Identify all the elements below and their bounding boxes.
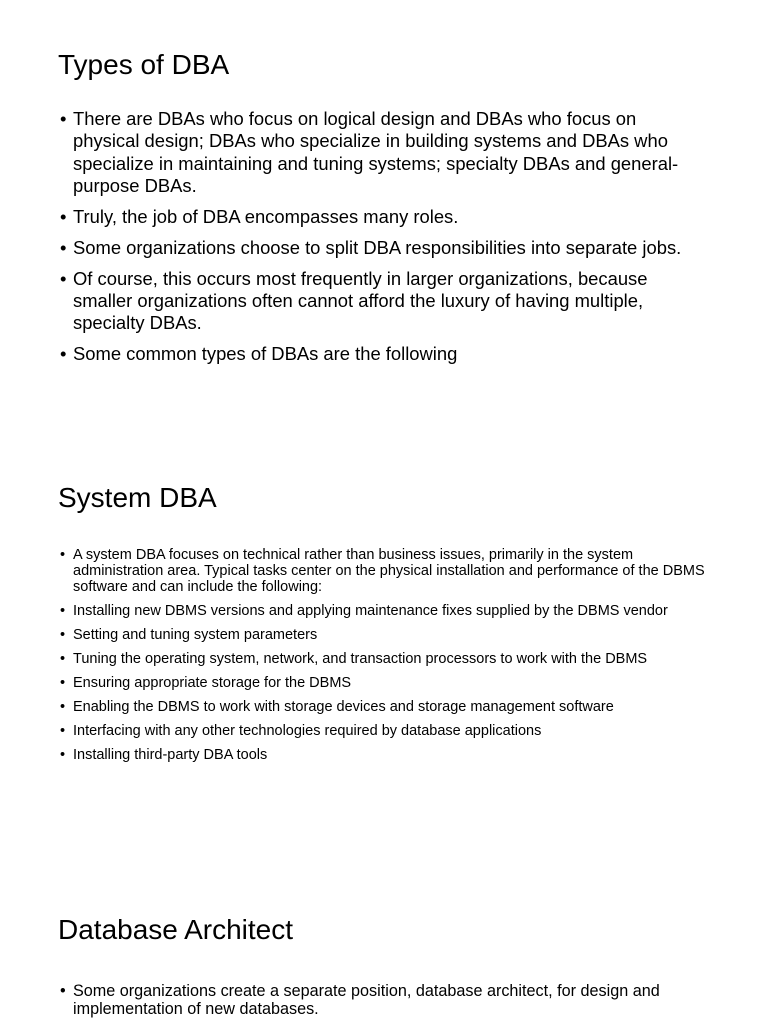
bullet-item [60, 748, 706, 764]
bullet-icon: • [60, 206, 67, 228]
bullet-text: Ensuring appropriate storage for the DBMS [73, 674, 352, 691]
bullet-text: Some common types of DBAs are the following [73, 343, 458, 365]
bullet-icon: • [60, 602, 66, 619]
bullet-item [60, 548, 706, 596]
bullet-text: Installing third-party DBA tools [73, 746, 268, 763]
bullet-text: A system DBA focuses on technical rather than business issues, primarily in the system administration area. Typical tasks center on the physical installation and performance of the DBMS software and can include the following: [73, 547, 705, 595]
bullet-item [60, 628, 706, 644]
slide-title: Database Architect [58, 914, 294, 945]
bullet-item [60, 982, 706, 1019]
bullet-list [60, 982, 706, 1025]
bullet-item [60, 268, 706, 335]
bullet-item [60, 206, 706, 228]
bullet-icon: • [60, 982, 66, 1000]
bullet-icon: • [60, 722, 66, 739]
bullet-text: Some organizations create a separate position, database architect, for design and implementation of new databases. [73, 982, 660, 1019]
bullet-icon: • [60, 267, 67, 289]
bullet-icon: • [60, 626, 66, 643]
bullet-icon: • [60, 746, 66, 763]
slide-title: Types of DBA [58, 49, 230, 80]
bullet-text: Tuning the operating system, network, and transaction processors to work with the DBMS [73, 650, 648, 667]
bullet-text: Setting and tuning system parameters [73, 626, 318, 643]
bullet-icon: • [60, 547, 66, 563]
bullet-item [60, 724, 706, 740]
bullet-icon: • [60, 650, 66, 667]
bullet-text: Some organizations choose to split DBA responsibilities into separate jobs. [73, 236, 682, 258]
bullet-text: There are DBAs who focus on logical design and DBAs who focus on physical design; DBAs who specialize in building systems and DBAs who specialize in maintaining and tuning systems; specialty DBAs and general-purpose DBAs. [73, 108, 679, 197]
bullet-text: Of course, this occurs most frequently in larger organizations, because smaller organizations often cannot afford the luxury of having multiple, specialty DBAs. [73, 267, 648, 334]
bullet-item [60, 700, 706, 716]
bullet-text: Truly, the job of DBA encompasses many roles. [73, 206, 459, 228]
bullet-item [60, 108, 706, 198]
bullet-item [60, 652, 706, 668]
bullet-list [60, 548, 706, 772]
bullet-icon: • [60, 698, 66, 715]
bullet-item [60, 237, 706, 259]
bullet-icon: • [60, 108, 67, 129]
bullet-item [60, 604, 706, 620]
bullet-text: Interfacing with any other technologies required by database applications [73, 722, 542, 739]
bullet-icon: • [60, 236, 67, 258]
bullet-item [60, 676, 706, 692]
bullet-icon: • [60, 343, 67, 365]
slide-title: System DBA [58, 482, 217, 513]
bullet-item [60, 343, 706, 365]
bullet-icon: • [60, 674, 66, 691]
bullet-text: Enabling the DBMS to work with storage devices and storage management software [73, 698, 614, 715]
bullet-list [60, 108, 706, 374]
bullet-text: Installing new DBMS versions and applying maintenance fixes supplied by the DBMS vendor [73, 602, 668, 619]
